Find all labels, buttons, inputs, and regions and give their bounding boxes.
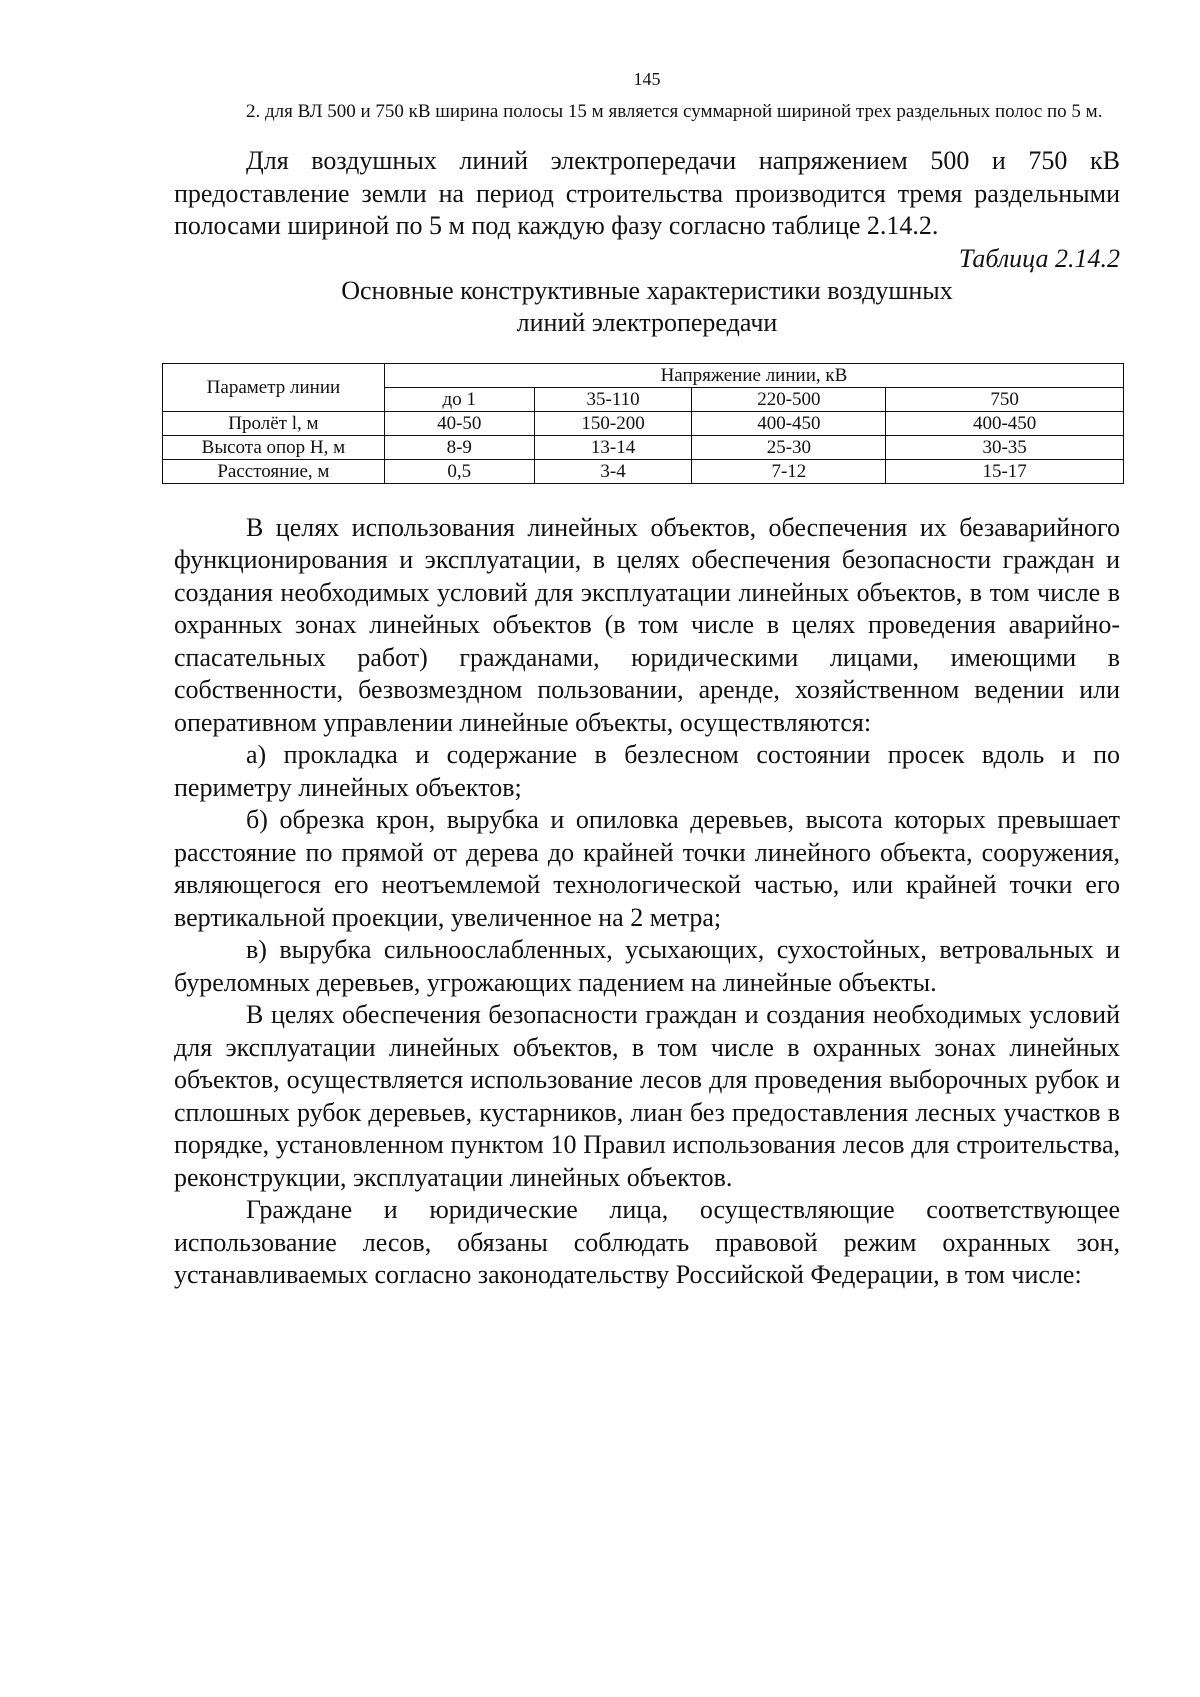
table-title-line-1: Основные конструктивные характеристики воздушных (341, 275, 953, 305)
table-row (163, 411, 1124, 435)
table-label: Таблица 2.14.2 (958, 243, 1120, 273)
table-cell: 150-200 (534, 411, 692, 435)
table-row (163, 459, 1124, 483)
param-header-cell: Параметр линии (163, 363, 385, 411)
paragraph: В целях обеспечения безопасности граждан и создания необходимых условий для эксплуатации линейных объектов, в том числе в охранных зонах линейных объектов, осуществляется использование лесов для проведения выборочных рубок и сплошных рубок деревьев, кустарников, лиан без предоставления лесных участков в порядке, установленном пунктом 10 Правил использования лесов для строительства, реконструкции, эксплуатации линейных объектов. (174, 1000, 1120, 1192)
table-cell: 30-35 (886, 435, 1124, 459)
table-cell: 40-50 (384, 411, 534, 435)
table-header-row (163, 363, 1124, 387)
list-item-b: б) обрезка крон, вырубка и опиловка деревьев, высота которых превышает расстояние по прямой от дерева до крайней точки линейного объекта, сооружения, являющегося его неотъемлемой технологической частью, или крайней точки его вертикальной проекции, увеличенное на 2 метра; (174, 805, 1120, 932)
table-cell: 7-12 (692, 459, 886, 483)
table-title (174, 275, 1120, 339)
paragraph: Граждане и юридические лица, осуществляющие соответствующее использование лесов, обязаны соблюдать правовой режим охранных зон, устанавливаемых согласно законодательству Российской Федерации, в том числе: (174, 1195, 1120, 1289)
table-cell: 400-450 (886, 411, 1124, 435)
table-cell: 400-450 (692, 411, 886, 435)
list-item-v: в) вырубка сильноослабленных, усыхающих, сухостойных, ветровальных и буреломных деревьев, угрожающих падением на линейные объекты. (174, 935, 1120, 997)
column-header: до 1 (384, 387, 534, 411)
characteristics-table (162, 363, 1124, 484)
column-header: 750 (886, 387, 1124, 411)
column-header: 220-500 (692, 387, 886, 411)
page-number: 145 (633, 69, 661, 89)
intro-paragraph: Для воздушных линий электропередачи напряжением 500 и 750 кВ предоставление земли на период строительства производится тремя раздельными полосами шириной по 5 м под каждую фазу согласно таблице 2.14.2. (174, 146, 1120, 240)
footnote-text: 2. для ВЛ 500 и 750 кВ ширина полосы 15 м является суммарной шириной трех раздельных полос по 5 м. (246, 101, 1103, 122)
row-name-cell: Пролёт l, м (163, 411, 385, 435)
paragraph: В целях использования линейных объектов, обеспечения их безаварийного функционирования и эксплуатации, в целях обеспечения безопасности граждан и создания необходимых условий для эксплуатации линейных объектов, в том числе в охранных зонах линейных объектов (в том числе в целях проведения аварийно-спасательных работ) гражданами, юридическими лицами, имеющими в собственности, безвозмездном пользовании, аренде, хозяйственном ведении или оперативном управлении линейные объекты, осуществляются: (174, 512, 1120, 737)
table-cell: 25-30 (692, 435, 886, 459)
table-cell: 8-9 (384, 435, 534, 459)
column-header: 35-110 (534, 387, 692, 411)
table-row (163, 435, 1124, 459)
list-item-a: а) прокладка и содержание в безлесном состоянии просек вдоль и по периметру линейных объектов; (174, 740, 1120, 802)
row-name-cell: Расстояние, м (163, 459, 385, 483)
table-cell: 3-4 (534, 459, 692, 483)
table-cell: 0,5 (384, 459, 534, 483)
row-name-cell: Высота опор H, м (163, 435, 385, 459)
table-cell: 13-14 (534, 435, 692, 459)
table-cell: 15-17 (886, 459, 1124, 483)
body-text (174, 512, 1120, 1292)
voltage-header-cell: Напряжение линии, кВ (384, 363, 1123, 387)
table-title-line-2: линий электропередачи (516, 307, 778, 337)
